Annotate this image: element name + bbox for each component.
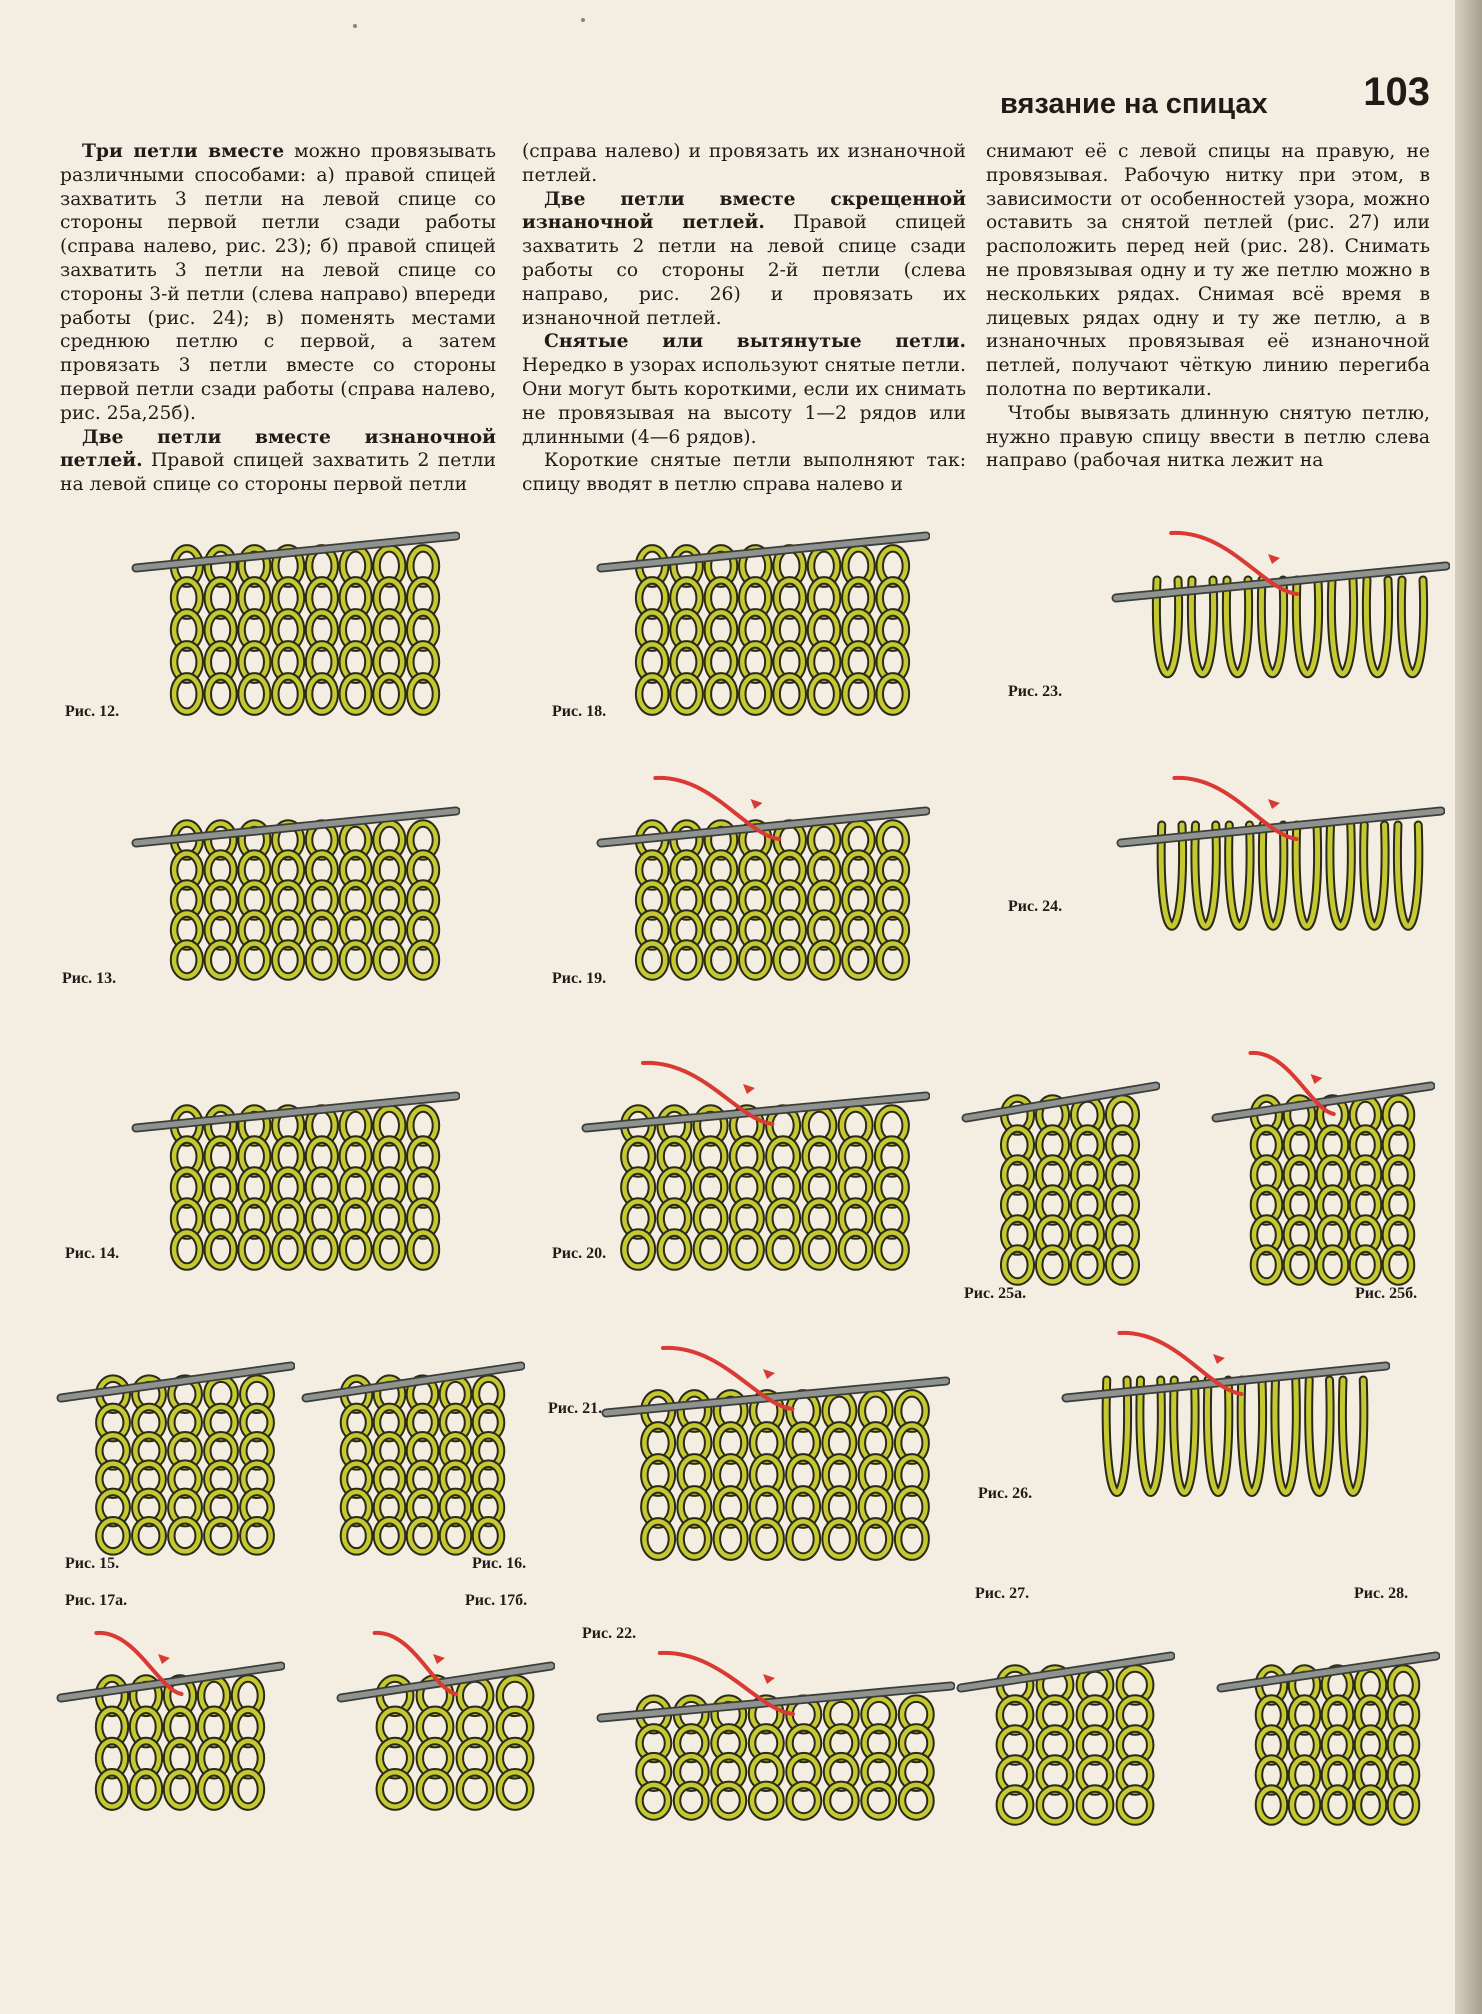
- knitting-figure: [130, 770, 460, 985]
- knitting-figure: [1210, 1045, 1435, 1290]
- yarn-loop: [1309, 1380, 1330, 1493]
- figure-caption: Рис. 22.: [582, 1625, 637, 1642]
- paragraph: [522, 330, 966, 449]
- figure-caption: Рис. 12.: [65, 703, 120, 720]
- figure-caption: Рис. 27.: [975, 1585, 1030, 1602]
- yarn-loop: [1296, 825, 1317, 926]
- section-title: вязание на спицах: [1000, 88, 1268, 120]
- yarn-loop: [1275, 1380, 1296, 1493]
- yarn-loop: [1366, 580, 1388, 674]
- text-column-2: [522, 140, 966, 497]
- text-column-3: [986, 140, 1430, 473]
- yarn-loop: [1401, 580, 1423, 674]
- yarn-loop: [1241, 1380, 1262, 1493]
- knitting-figure: [600, 1340, 950, 1565]
- figure-caption: Рис. 13.: [62, 970, 117, 987]
- paragraph-heading: Две петли вместе изнаночной петлей.: [60, 425, 496, 472]
- figure-caption: Рис. 23.: [1008, 683, 1063, 700]
- paragraph: [986, 402, 1430, 473]
- page-number: 103: [1363, 70, 1430, 114]
- knitting-figure: [300, 1325, 525, 1560]
- paragraph: [60, 140, 496, 426]
- knitting-figure: [1115, 770, 1445, 980]
- paragraph-heading: Снятые или вытянутые петли.: [544, 330, 966, 353]
- knitting-figure: [1060, 1325, 1390, 1550]
- knitting-figure: [55, 1325, 295, 1560]
- paragraph-text: снимают её с левой спицы на правую, не провязывая. Рабочую нитку при этом, в зависимости от особенностей узора, можно оставить за снятой петлей (рис. 27) или расположить перед ней (рис. 28). Снимать не провязывая одну и ту же петлю можно в нескольких рядах. Снимая всё время в лицевых рядах одну и ту же петлю, а в изнаночных провязывая её изнаночной петлей, получают чёткую линию перегиба полотна по вертикали.: [986, 141, 1430, 400]
- yarn-loop: [1364, 825, 1385, 926]
- yarn-loop: [1330, 825, 1351, 926]
- yarn-loop: [1207, 1380, 1228, 1493]
- knitting-figure: [595, 1645, 955, 1825]
- figure-caption: Рис. 17а.: [65, 1592, 128, 1609]
- paragraph-text: Правой спицей захватить 2 петли на левой спице сзади работы со стороны 2-й петли (слева направо, рис. 26) и провязать их изнаночной петлей.: [522, 212, 967, 329]
- yarn-loop: [1195, 825, 1216, 926]
- paper-speck: [353, 24, 357, 28]
- figure-caption: Рис. 16.: [472, 1555, 527, 1572]
- figure-caption: Рис. 28.: [1354, 1585, 1409, 1602]
- paragraph: [60, 426, 496, 497]
- figure-caption: Рис. 17б.: [465, 1592, 528, 1609]
- paragraph-heading: Две петли вместе скрещенной изнаночной петлей.: [522, 187, 966, 234]
- yarn-loop: [1229, 825, 1250, 926]
- knitting-figure: [1110, 525, 1450, 725]
- figure-caption: Рис. 25б.: [1355, 1285, 1418, 1302]
- yarn-loop: [1262, 825, 1283, 926]
- knitting-figure: [595, 495, 930, 720]
- knitting-figure: [130, 1055, 460, 1275]
- figure-caption: Рис. 18.: [552, 703, 607, 720]
- knitting-figure: [335, 1625, 555, 1815]
- page-header: [1000, 70, 1430, 130]
- paragraph: [522, 449, 966, 497]
- paragraph: [522, 140, 966, 188]
- knitting-figure: [1215, 1615, 1440, 1830]
- yarn-loop: [1140, 1380, 1161, 1493]
- yarn-loop: [1226, 580, 1248, 674]
- paragraph-text: (справа налево) и провязать их изнаночной петлей.: [522, 141, 966, 186]
- figure-caption: Рис. 19.: [552, 970, 607, 987]
- figure-caption: Рис. 26.: [978, 1485, 1033, 1502]
- knitting-figure: [955, 1615, 1175, 1830]
- knitting-figure: [580, 1055, 930, 1275]
- yarn-loop: [1331, 580, 1353, 674]
- paper-speck: [581, 18, 585, 22]
- knitting-figure: [960, 1045, 1160, 1290]
- text-column-1: [60, 140, 496, 497]
- paragraph-text: Правой спицей захватить 2 петли на левой спице со стороны первой петли: [60, 450, 496, 496]
- paragraph: [986, 140, 1430, 402]
- yarn-loop: [1342, 1380, 1363, 1493]
- figure-caption: Рис. 14.: [65, 1245, 120, 1262]
- page-edge: [1455, 0, 1482, 2014]
- figure-caption: Рис. 21.: [548, 1400, 603, 1417]
- yarn-loop: [1397, 825, 1418, 926]
- knitting-figure: [130, 495, 460, 720]
- paragraph-text: Нередко в узорах используют снятые петли. Они могут быть короткими, если их снимать не провязывая на высоту 1—2 рядов или длинными (4—6 рядов).: [522, 355, 966, 448]
- knitting-figure: [595, 770, 930, 985]
- figure-caption: Рис. 20.: [552, 1245, 607, 1262]
- paragraph-heading: Три петли вместе: [82, 140, 285, 162]
- yarn-loop: [1296, 580, 1318, 674]
- yarn-loop: [1174, 1380, 1195, 1493]
- paragraph-text: Чтобы вывязать длинную снятую петлю, нужно правую спицу ввести в петлю слева направо (рабочая нитка лежит на: [986, 402, 1430, 472]
- figure-caption: Рис. 15.: [65, 1555, 120, 1572]
- yarn-loop: [1261, 580, 1283, 674]
- figure-caption: Рис. 24.: [1008, 898, 1063, 915]
- knitting-figure: [55, 1625, 285, 1815]
- paragraph-text: Короткие снятые петли выполняют так: спицу вводят в петлю справа налево и: [522, 450, 966, 496]
- paragraph-text: можно провязывать различными способами: а) правой спицей захватить 3 петли на левой спице со стороны первой петли сзади работы (справа налево, рис. 23); б) правой спицей захватить 3 петли на левой спице со стороны 3-й петли (слева направо) впереди работы (рис. 24); в) поменять местами среднюю петлю с первой, а затем провязать 3 петли вместе со стороны первой петли сзади работы (справа налево, рис. 25а,25б).: [60, 141, 496, 424]
- figure-caption: Рис. 25а.: [964, 1285, 1027, 1302]
- paragraph: [522, 188, 966, 331]
